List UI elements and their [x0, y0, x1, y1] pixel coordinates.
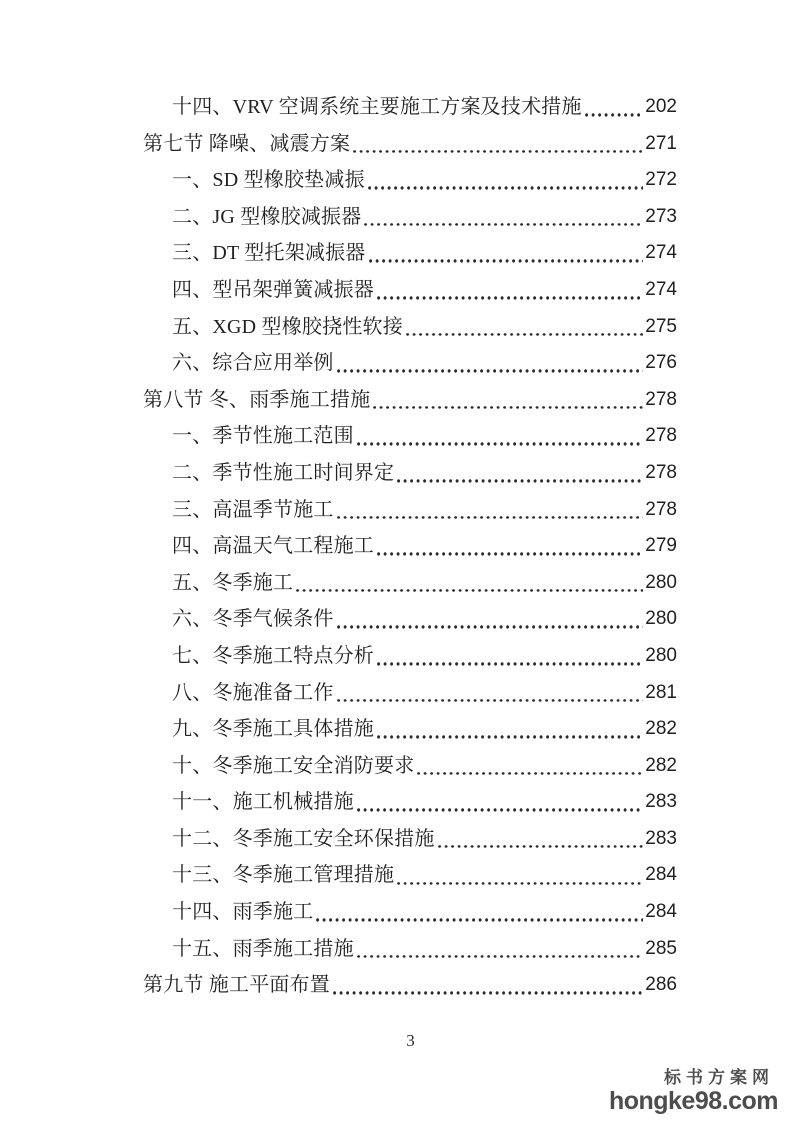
toc-entry-title: 第七节 降噪、减震方案	[143, 132, 351, 155]
toc-entry-page-number: 276	[645, 352, 677, 374]
toc-entry-page-number: 282	[645, 754, 677, 776]
toc-entry-page-number: 285	[645, 937, 677, 959]
toc-entry	[143, 784, 677, 821]
toc-entry-title: 五、XGD 型橡胶挠性软接	[172, 315, 403, 338]
toc-entry	[143, 565, 677, 602]
toc-entry-title: 三、高温季节施工	[172, 498, 334, 521]
toc-entry-page-number: 279	[645, 535, 677, 557]
toc-entry-title: 一、季节性施工范围	[172, 425, 354, 448]
toc-entry	[143, 857, 677, 894]
toc-entry-page-number: 280	[645, 608, 677, 630]
toc-entry-page-number: 280	[645, 571, 677, 593]
toc-entry-page-number: 286	[645, 974, 677, 996]
toc-entry-page-number: 274	[645, 278, 677, 300]
toc-entry	[143, 967, 677, 1004]
watermark-site-url: hongke98.com	[608, 1087, 778, 1115]
toc-entry-page-number: 283	[645, 827, 677, 849]
toc-entry-title: 十二、冬季施工安全环保措施	[172, 827, 435, 850]
toc-entry	[143, 894, 677, 931]
toc-entry-title: 一、SD 型橡胶垫减振	[172, 169, 365, 192]
toc-entry	[143, 309, 677, 346]
toc-entry-title: 四、型吊架弹簧减振器	[172, 278, 374, 301]
toc-entry-page-number: 273	[645, 205, 677, 227]
toc-entry-page-number: 278	[645, 461, 677, 483]
toc-entry	[143, 235, 677, 272]
toc-entry-title: 十四、VRV 空调系统主要施工方案及技术措施	[172, 96, 582, 118]
toc-entry-page-number: 280	[645, 644, 677, 666]
toc-entry-title: 四、高温天气工程施工	[172, 535, 374, 558]
toc-entry-title: 六、冬季气候条件	[172, 608, 334, 631]
table-of-contents	[143, 89, 677, 1004]
toc-entry	[143, 89, 677, 126]
toc-entry-title: 五、冬季施工	[172, 571, 294, 594]
toc-entry-title: 十五、雨季施工措施	[172, 937, 354, 960]
toc-entry-page-number: 275	[645, 315, 677, 337]
toc-entry-page-number: 281	[645, 681, 677, 703]
toc-entry-title: 十、冬季施工安全消防要求	[172, 754, 415, 777]
toc-entry	[143, 418, 677, 455]
toc-entry-page-number: 284	[645, 901, 677, 923]
toc-entry-title: 十四、雨季施工	[172, 901, 314, 924]
toc-entry-title: 二、季节性施工时间界定	[172, 461, 395, 484]
toc-entry-title: 六、综合应用举例	[172, 352, 334, 375]
toc-entry	[143, 345, 677, 382]
toc-entry-title: 第八节 冬、雨季施工措施	[143, 388, 371, 411]
toc-entry-page-number: 278	[645, 425, 677, 447]
toc-entry	[143, 272, 677, 309]
toc-entry-title: 三、DT 型托架减振器	[172, 242, 366, 265]
watermark-site-name: 标书方案网	[664, 1068, 774, 1087]
toc-entry-page-number: 284	[645, 864, 677, 886]
toc-entry-title: 九、冬季施工具体措施	[172, 718, 374, 741]
toc-entry	[143, 711, 677, 748]
toc-entry-page-number: 283	[645, 791, 677, 813]
page-number: 3	[406, 1031, 415, 1050]
toc-entry	[143, 382, 677, 419]
toc-entry-page-number: 274	[645, 242, 677, 264]
toc-entry	[143, 748, 677, 785]
toc-entry	[143, 821, 677, 858]
toc-entry	[143, 931, 677, 968]
toc-entry	[143, 675, 677, 712]
toc-entry-title: 八、冬施准备工作	[172, 681, 334, 704]
toc-entry-title: 第九节 施工平面布置	[143, 974, 330, 997]
toc-entry-page-number: 282	[645, 718, 677, 740]
toc-entry	[143, 528, 677, 565]
toc-entry-page-number: 202	[645, 96, 677, 117]
toc-entry-title: 七、冬季施工特点分析	[172, 644, 374, 667]
toc-entry	[143, 455, 677, 492]
toc-entry	[143, 199, 677, 236]
toc-entry-title: 二、JG 型橡胶减振器	[172, 205, 362, 228]
toc-entry-page-number: 272	[645, 169, 677, 191]
toc-entry-page-number: 271	[645, 132, 677, 154]
toc-entry-page-number: 278	[645, 498, 677, 520]
toc-entry	[143, 162, 677, 199]
toc-entry-title: 十三、冬季施工管理措施	[172, 864, 395, 887]
toc-entry	[143, 126, 677, 163]
toc-entry	[143, 492, 677, 529]
toc-entry-title: 十一、施工机械措施	[172, 791, 354, 814]
toc-entry-page-number: 278	[645, 388, 677, 410]
toc-entry	[143, 638, 677, 675]
toc-entry	[143, 601, 677, 638]
watermark	[609, 1069, 778, 1114]
